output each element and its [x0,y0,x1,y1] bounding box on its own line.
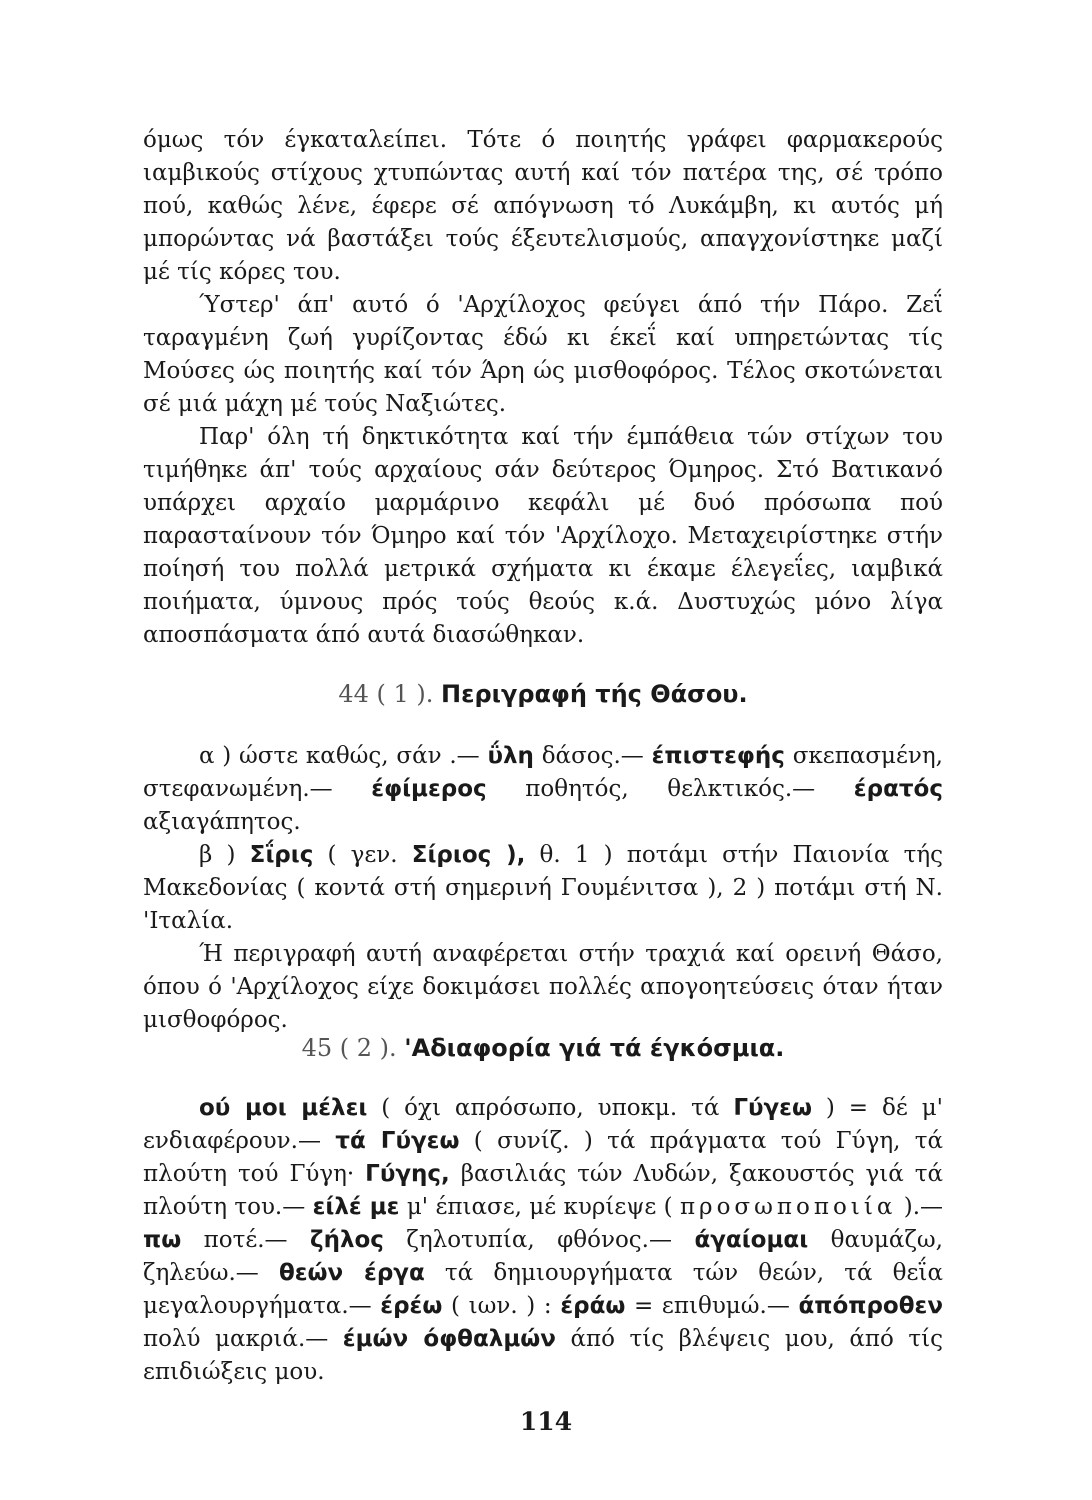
gloss-text: τά δημιουργήματα τών θεών, τά θεΐα μεγαλουργήματα.— [143,1260,943,1319]
section-45-heading [143,1032,943,1065]
gloss-text: πολύ μακριά.— [143,1326,343,1352]
alpha-marker: α ) [199,743,232,769]
gloss-text: θ. 1 ) ποτάμι στήν Παιονία τής Μακεδονίας ( κοντά στή σημερινή Γουμένιτσα ), 2 ) ποτάμι στή Ν. 'Ιταλία. [143,842,943,934]
gloss-text: ζηλοτυπία, φθόνος.— [383,1227,695,1253]
section-44-alpha [143,740,943,839]
gloss-term: έράω [560,1293,626,1319]
gloss-term: Σίριος ), [411,842,526,868]
section-44-beta [143,839,943,938]
section-44-body [143,740,943,1037]
section-45-title: 'Αδιαφορία γιά τά έγκόσμια. [404,1034,785,1062]
beta-marker: β ) [199,842,236,868]
paragraph-2 [143,289,943,421]
gloss-term: έρέω [380,1293,443,1319]
gloss-text: θαυμάζω, ζηλεύω.— [143,1227,943,1286]
gloss-term: άπόπροθεν [798,1293,943,1319]
gloss-term: είλέ με [312,1194,400,1220]
gloss-text: ποθητός, θελκτικός.— [486,776,854,802]
section-45-number: 45 ( 2 ). [301,1034,397,1062]
section-44-number: 44 ( 1 ). [338,680,434,708]
gloss-term: έφίμερος [371,776,487,802]
gloss-term: ού μοι μέλει [199,1095,368,1121]
section-44-title: Περιγραφή τής Θάσου. [441,680,748,708]
gloss-term: ΰλη [487,743,534,769]
gloss-text: σκεπασμένη, στεφανωμένη.— [143,743,943,802]
gloss-term: θεών έργα [278,1260,425,1286]
page-number: 114 [519,1407,573,1436]
gloss-term: έπιστεφής [651,743,785,769]
gloss-term: έρατός [853,776,943,802]
spaced-term: προσωποποιία [679,1194,897,1220]
gloss-term: τά Γύγεω [335,1128,460,1154]
gloss-term: άγαίομαι [694,1227,809,1253]
gloss-text: αξιαγάπητος. [143,809,301,835]
section-45-gloss [143,1092,943,1389]
section-45-body [143,1092,943,1389]
section-44-note: Ή περιγραφή αυτή αναφέρεται στήν τραχιά καί ορεινή Θάσο, όπου ό 'Αρχίλοχος είχε δοκιμάσει πολλές απογοητεύσεις όταν ήταν μισθοφόρος. [143,941,943,1033]
paragraph-1 [143,124,943,289]
gloss-term: Σΐρις [249,842,314,868]
gloss-term: Γύγης, [365,1161,450,1187]
section-44-heading [143,678,943,711]
gloss-text: βασιλιάς τών Λυδών, ξακουστός γιά τά πλούτη του.— [143,1161,943,1220]
paragraph-3 [143,421,943,652]
gloss-text: ( όχι απρόσωπο, υποκμ. τά [367,1095,734,1121]
paragraph-1-text: όμως τόν έγκαταλείπει. Τότε ό ποιητής γράφει φαρμακερούς ιαμβικούς στίχους χτυπώντας αυτή καί τόν πατέρα της, σέ τρόπο πού, καθώς λένε, έφερε σέ απόγνωση τό Λυκάμβη, κι αυτός μή μπορώντας νά βαστάξει τούς έξευτελισμούς, απαγχονίστηκε μαζί μέ τίς κόρες του. [143,127,943,285]
paragraph-2-text: Ύστερ' άπ' αυτό ό 'Αρχίλοχος φεύγει άπό τήν Πάρο. Ζεΐ ταραγμένη ζωή γυρίζοντας έδώ κι έκεΐ καί υπηρετώντας τίς Μούσες ώς ποιητής καί τόν Άρη ώς μισθοφόρος. Τέλος σκοτώνεται σέ μιά μάχη μέ τούς Ναξιώτες. [143,292,943,417]
gloss-text: ποτέ.— [181,1227,310,1253]
gloss-term: έμών όφθαλμών [342,1326,556,1352]
gloss-text: = επιθυμώ.— [625,1293,799,1319]
gloss-text: δάσος.— [533,743,652,769]
gloss-text: ώστε καθώς, σάν .— [231,743,488,769]
gloss-text: ).— [896,1194,944,1220]
paragraph-3-text: Παρ' όλη τή δηκτικότητα καί τήν έμπάθεια τών στίχων του τιμήθηκε άπ' τούς αρχαίους σάν δεύτερος Όμηρος. Στό Βατικανό υπάρχει αρχαίο μαρμάρινο κεφάλι μέ δυό πρόσωπα πού παρασταίνουν τόν Όμηρο καί τόν 'Αρχίλοχο. Μεταχειρίστηκε στήν ποίησή του πολλά μετρικά σχήματα κι έκαμε έλεγεΐες, ιαμβικά ποιήματα, ύμνους πρός τούς θεούς κ.ά. Δυστυχώς μόνο λίγα αποσπάσματα άπό αυτά διασώθηκαν. [143,424,943,648]
gloss-text: μ' έπιασε, μέ κυρίεψε ( [399,1194,680,1220]
gloss-term: πω [143,1227,182,1253]
gloss-text: άπό τίς βλέψεις μου, άπό τίς επιδιώξεις μου. [143,1326,943,1385]
gloss-term: Γύγεω [733,1095,812,1121]
gloss-term: ζήλος [309,1227,384,1253]
gloss-text: ( ιων. ) : [442,1293,561,1319]
gloss-text: ) = δέ μ' ενδιαφέρουν.— [143,1095,943,1154]
gloss-text: ( γεν. [313,842,412,868]
gloss-text: ( συνίζ. ) τά πράγματα τού Γύγη, τά πλούτη τού Γύγη· [143,1128,943,1187]
